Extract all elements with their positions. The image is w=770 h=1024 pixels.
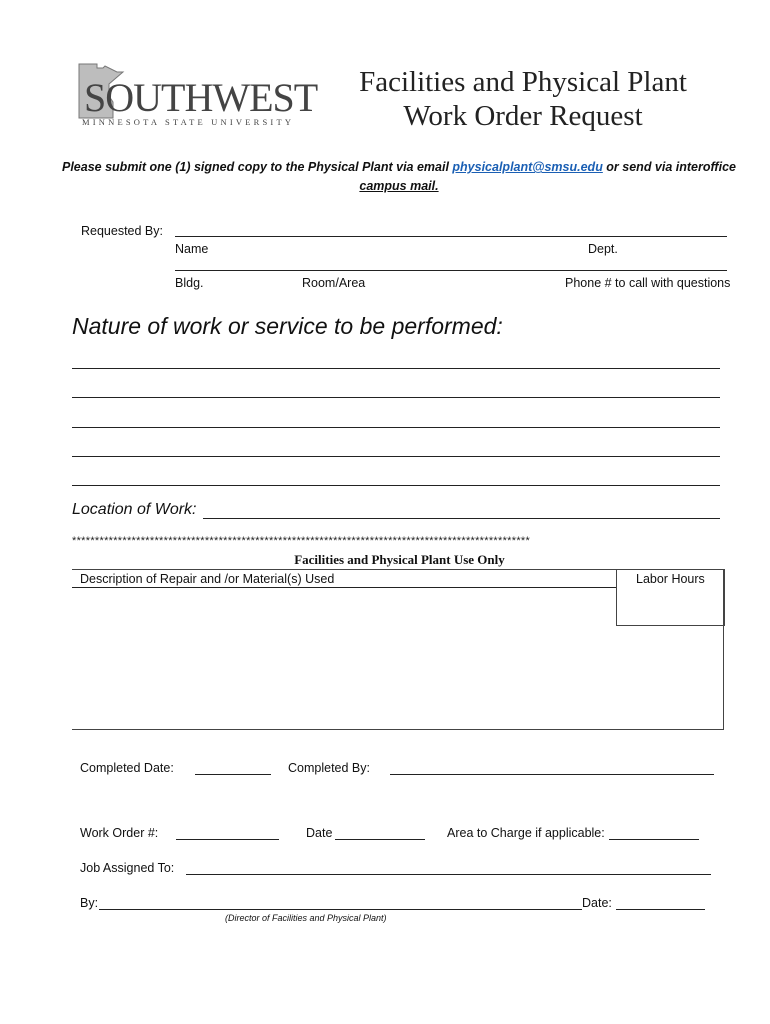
email-link[interactable]: physicalplant@smsu.edu [452, 160, 603, 174]
date2-line[interactable] [616, 909, 705, 910]
phone-label: Phone # to call with questions [565, 276, 731, 290]
form-title-line2: Work Order Request [403, 100, 643, 132]
requested-by-name-line[interactable] [175, 236, 727, 237]
completed-date-label: Completed Date: [80, 761, 174, 775]
nature-line-4[interactable] [72, 456, 720, 457]
nature-line-1[interactable] [72, 368, 720, 369]
nature-line-3[interactable] [72, 427, 720, 428]
description-header: Description of Repair and /or Material(s) Used [80, 572, 335, 586]
completed-by-line[interactable] [390, 774, 714, 775]
director-note: (Director of Facilities and Physical Plant) [225, 913, 387, 923]
logo-university: MINNESOTA STATE UNIVERSITY [82, 117, 295, 127]
logo-brand: SOUTHWEST [84, 75, 318, 120]
area-charge-label: Area to Charge if applicable: [447, 826, 605, 840]
date-label: Date [306, 826, 333, 840]
submit-note-post: or send via interoffice [602, 160, 736, 174]
name-label: Name [175, 242, 209, 256]
work-order-label: Work Order #: [80, 826, 159, 840]
work-order-line[interactable] [176, 839, 279, 840]
use-only-header-rule [72, 587, 617, 588]
by-label: By: [80, 896, 99, 910]
requested-by-label: Requested By: [81, 224, 163, 238]
job-assigned-line[interactable] [186, 874, 711, 875]
form-title-line1: Facilities and Physical Plant [359, 66, 687, 98]
date2-label: Date: [582, 896, 612, 910]
dept-label: Dept. [588, 242, 618, 256]
date-line[interactable] [335, 839, 425, 840]
nature-of-work-heading: Nature of work or service to be performed: [72, 313, 503, 339]
nature-line-2[interactable] [72, 397, 720, 398]
submit-note-line2 [59, 177, 739, 196]
by-line[interactable] [99, 909, 582, 910]
area-charge-line[interactable] [609, 839, 699, 840]
nature-line-5[interactable] [72, 485, 720, 486]
labor-hours-header: Labor Hours [636, 572, 705, 586]
location-label: Location of Work: [72, 501, 197, 518]
submit-note-line2-text: campus mail. [359, 179, 439, 193]
job-assigned-label: Job Assigned To: [80, 861, 175, 875]
bldg-label: Bldg. [175, 276, 204, 290]
submit-note [59, 158, 739, 177]
stars-divider: **************************************************************************************************** [72, 535, 531, 547]
location-line[interactable] [203, 518, 720, 519]
completed-date-line[interactable] [195, 774, 271, 775]
room-label: Room/Area [302, 276, 366, 290]
submit-note-pre: Please submit one (1) signed copy to the Physical Plant via email [62, 160, 453, 174]
bldg-room-phone-line[interactable] [175, 270, 727, 271]
completed-by-label: Completed By: [288, 761, 370, 775]
use-only-title: Facilities and Physical Plant Use Only [294, 552, 505, 567]
